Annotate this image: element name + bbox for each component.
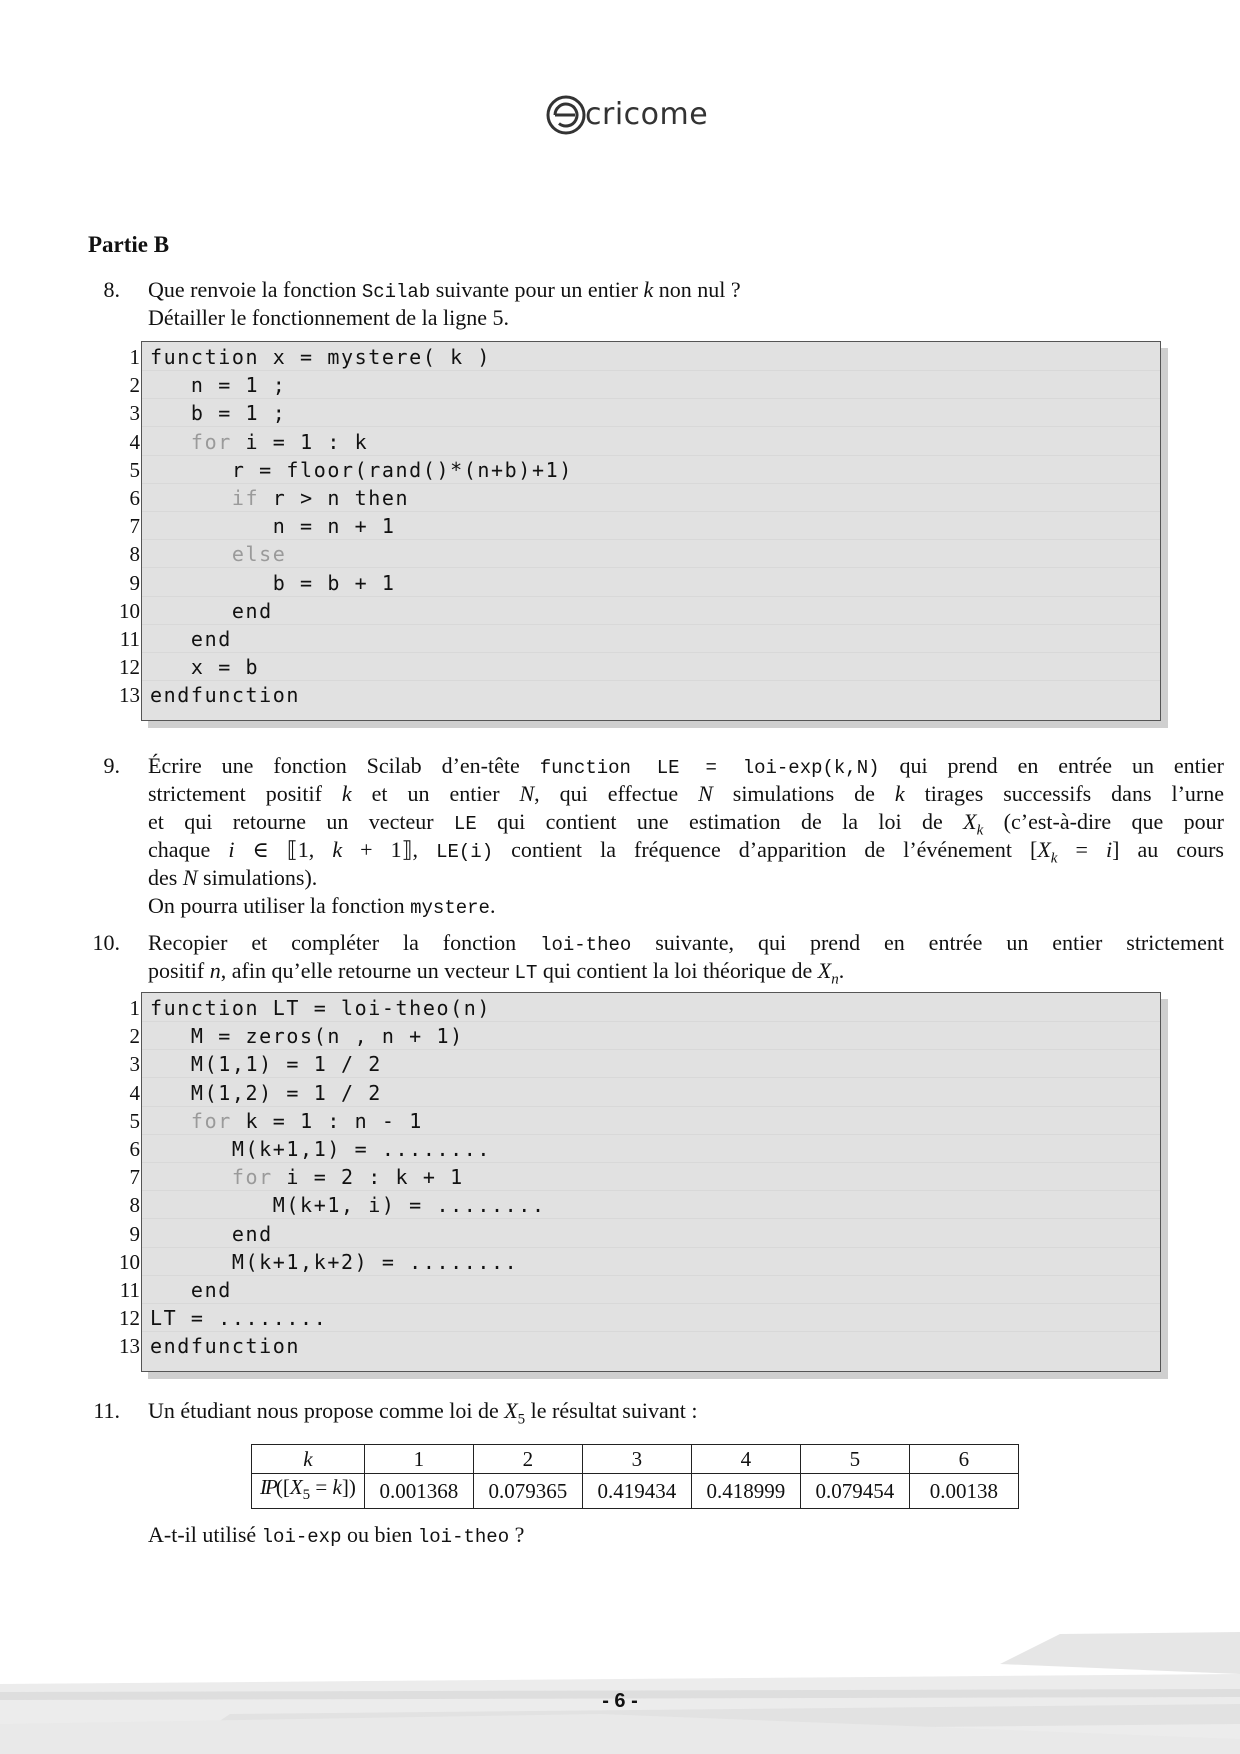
code-box: [141, 992, 1161, 1372]
table-row: [252, 1474, 1019, 1509]
line-number: 6: [129, 486, 140, 511]
code-text: b = b + 1: [150, 570, 396, 595]
code-line: [150, 653, 259, 681]
text: suivante, qui prend en entrée un entier strictement: [631, 930, 1225, 955]
text: chaque: [148, 837, 229, 862]
code-line: [150, 456, 573, 484]
math-sub: n: [831, 971, 839, 988]
text: ou bien: [341, 1522, 418, 1547]
code-text: i = 2 : k + 1: [272, 1165, 464, 1190]
code-line: [150, 1332, 300, 1360]
code-text: n = 1 ;: [150, 373, 287, 398]
code-keyword: if: [150, 486, 260, 510]
math-sub: k: [1050, 850, 1058, 867]
table-cell: 0.419434: [582, 1474, 691, 1509]
text: ]): [341, 1475, 356, 1499]
text: On pourra utiliser la fonction: [148, 893, 411, 918]
code-line: [150, 1220, 273, 1248]
page-number: - 6 -: [602, 1690, 638, 1712]
text: qui prend en entrée un entier: [879, 753, 1224, 778]
text: non nul ?: [653, 277, 741, 302]
code-text: endfunction: [150, 1334, 301, 1359]
line-number: 5: [129, 457, 140, 482]
math-var: N: [182, 865, 198, 890]
text: simulations).: [197, 865, 318, 890]
line-number: 2: [129, 373, 140, 398]
line-number: 13: [119, 683, 140, 708]
line-number: 3: [129, 401, 140, 426]
table-cell: 0.079454: [800, 1474, 909, 1509]
line-number: 5: [129, 1108, 140, 1133]
text: (c’est-à-dire que pour: [983, 809, 1224, 834]
code-line: [150, 994, 491, 1022]
code-text: r > n then: [259, 486, 410, 510]
code-line: [150, 428, 368, 456]
code-text: i = 1 : k: [231, 429, 369, 454]
code-line: [150, 1248, 518, 1276]
question-number: 8.: [103, 277, 120, 302]
text: contient la fréquence d’apparition de l’événement [: [493, 837, 1038, 862]
code-text: endfunction: [150, 683, 301, 708]
line-number: 10: [119, 598, 140, 623]
text: ∈ ⟦1,: [234, 837, 333, 862]
math-var: N: [519, 781, 535, 806]
code-block-mystere: [100, 341, 1160, 723]
stripe: [142, 398, 1160, 399]
code-line: [150, 625, 232, 653]
line-number: 8: [129, 1193, 140, 1218]
text: tirages successifs dans l’urne: [904, 781, 1224, 806]
table-cell: 0.418999: [691, 1474, 800, 1509]
line-number: 7: [129, 1165, 140, 1190]
text: suivante pour un entier: [430, 277, 644, 302]
code-text: end: [150, 627, 232, 651]
code-text: M = zeros(n , n + 1): [150, 1024, 464, 1049]
code-text: b = 1 ;: [150, 401, 287, 426]
text: =: [1057, 837, 1106, 862]
text: et un entier: [351, 781, 520, 806]
question-number: 11.: [93, 1398, 120, 1423]
distribution-table: [251, 1444, 1019, 1509]
question-number: 10.: [92, 930, 120, 955]
line-number: 1: [129, 996, 140, 1020]
code-line: [150, 1163, 464, 1191]
math-var: k: [894, 781, 905, 806]
text: positif: [148, 958, 210, 983]
math-var: k: [332, 1475, 342, 1499]
stripe: [142, 652, 1160, 653]
code-line: [150, 1135, 491, 1163]
text: des: [148, 865, 183, 890]
line-number: 4: [129, 1080, 140, 1105]
text: Un étudiant nous propose comme loi de: [148, 1398, 505, 1423]
math-sub: k: [976, 822, 984, 839]
row-label: [252, 1474, 365, 1509]
table-cell: 0.079365: [473, 1474, 582, 1509]
text: qui contient une estimation de la loi de: [476, 809, 964, 834]
code-inline: LE: [453, 813, 477, 835]
line-numbers: [100, 994, 140, 1361]
code-line: [150, 484, 409, 512]
code-text: M(k+1,k+2) = ........: [150, 1249, 519, 1274]
text: strictement positif: [148, 781, 342, 806]
question-10: [72, 929, 1225, 989]
table-header-cell: 3: [582, 1445, 691, 1474]
line-number: 4: [129, 429, 140, 454]
text: ?: [509, 1522, 525, 1547]
code-inline: mystere: [410, 897, 490, 919]
text: Recopier et compléter la fonction: [148, 930, 541, 955]
question-number: 9.: [103, 753, 120, 778]
code-text: x = b: [150, 655, 260, 680]
code-line: [150, 569, 396, 597]
line-number: 3: [129, 1052, 140, 1077]
text: =: [310, 1475, 333, 1499]
ecricome-logo: [545, 88, 708, 140]
code-line: [150, 371, 286, 399]
code-text: M(1,2) = 1 / 2: [150, 1080, 382, 1105]
question-11-ask: [148, 1521, 1048, 1551]
table-cell: 0.00138: [909, 1474, 1018, 1509]
code-inline: LT: [514, 962, 538, 984]
code-line: [150, 1050, 382, 1078]
question-9: [72, 752, 1224, 922]
text: ([: [275, 1475, 290, 1499]
math-var: i: [1105, 837, 1113, 862]
text: + 1⟧,: [342, 837, 437, 862]
table-header-cell: 1: [364, 1445, 473, 1474]
math-sub: 5: [517, 1411, 526, 1428]
text: .: [489, 893, 496, 918]
code-text: M(k+1, i) = ........: [150, 1193, 546, 1218]
line-number: 12: [119, 655, 140, 680]
text: , qui effectue: [534, 781, 699, 806]
prob-symbol: IP: [260, 1475, 276, 1499]
code-line: [150, 512, 396, 540]
code-inline: loi-theo: [417, 1526, 510, 1548]
math-sub: 5: [302, 1487, 311, 1504]
math-var: k: [332, 837, 343, 862]
code-text: end: [150, 1221, 273, 1246]
code-text: r = floor(rand()*(n+b)+1): [150, 457, 573, 482]
code-keyword: for: [150, 429, 232, 454]
footer-decoration: [0, 1564, 1240, 1754]
math-var: X: [963, 809, 977, 834]
text: A-t-il utilisé: [148, 1522, 262, 1547]
line-number: 9: [129, 1221, 140, 1246]
text: simulations de: [712, 781, 895, 806]
code-line: [150, 1022, 464, 1050]
math-var: X: [504, 1398, 518, 1423]
text: qui contient la loi théorique de: [537, 958, 818, 983]
code-text: function LT = loi-theo(n): [150, 996, 492, 1020]
code-line: [150, 1107, 423, 1135]
table-header-cell: 5: [800, 1445, 909, 1474]
code-text: LT = ........: [150, 1306, 328, 1331]
code-text: n = n + 1: [150, 514, 396, 539]
line-number: 2: [129, 1024, 140, 1049]
code-line: [150, 1079, 382, 1107]
line-number: 13: [119, 1334, 140, 1359]
code-line: [150, 399, 286, 427]
code-line: [150, 597, 273, 625]
question-11: [72, 1397, 1172, 1427]
text: Écrire une fonction Scilab d’en-tête: [148, 753, 540, 778]
code-text: k = 1 : n - 1: [231, 1108, 423, 1133]
code-line: [150, 1191, 546, 1219]
code-inline: loi-exp: [261, 1526, 342, 1548]
text: ] au cours: [1112, 837, 1224, 862]
code-inline: function LE = loi-exp(k,N): [539, 757, 880, 779]
logo-text: cricome: [585, 96, 709, 132]
line-numbers: [100, 343, 140, 710]
code-text: end: [150, 1278, 232, 1302]
text: et qui retourne un vecteur: [148, 809, 454, 834]
table-header-cell: k: [252, 1445, 365, 1474]
math-var: X: [289, 1475, 303, 1499]
table-header-cell: 2: [473, 1445, 582, 1474]
code-line: [150, 1276, 232, 1304]
math-var: n: [209, 958, 221, 983]
text: le résultat suivant :: [525, 1398, 698, 1423]
footer-waves: [0, 1564, 1240, 1754]
text: Que renvoie la fonction: [148, 277, 362, 302]
math-var: i: [228, 837, 235, 862]
table-header-row: [252, 1445, 1019, 1474]
code-block-loi-theo: [100, 992, 1160, 1374]
code-text: function x = mystere( k ): [150, 345, 492, 369]
line-number: 6: [129, 1137, 140, 1162]
line-number: 7: [129, 514, 140, 539]
line-number: 12: [119, 1306, 140, 1331]
line-number: 9: [129, 570, 140, 595]
code-line: [150, 681, 300, 709]
code-text: end: [150, 598, 273, 623]
code-text: M(1,1) = 1 / 2: [150, 1052, 382, 1077]
text: .: [838, 958, 845, 983]
code-keyword: for: [150, 1165, 273, 1190]
math-var: X: [817, 958, 832, 983]
line-number: 11: [119, 627, 140, 652]
code-inline: Scilab: [361, 281, 431, 303]
code-text: M(k+1,1) = ........: [150, 1137, 492, 1161]
math-var: X: [1037, 837, 1051, 862]
math-var: N: [698, 781, 713, 806]
code-box: [141, 341, 1161, 721]
code-inline: loi-theo: [540, 934, 632, 956]
line-number: 11: [119, 1278, 140, 1303]
code-line: [150, 343, 491, 371]
table-cell: 0.001368: [364, 1474, 473, 1509]
ecricome-logo-icon: [545, 90, 587, 138]
line-number: 8: [129, 542, 140, 567]
text: Détailler le fonctionnement de la ligne 5.: [148, 305, 510, 330]
table-header-cell: 4: [691, 1445, 800, 1474]
question-8: [72, 276, 1172, 336]
math-var: k: [341, 781, 352, 806]
code-keyword: for: [150, 1108, 232, 1133]
code-line: [150, 1304, 327, 1332]
text: , afin qu’elle retourne un vecteur: [220, 958, 515, 983]
code-inline: LE(i): [436, 841, 494, 863]
math-var: k: [643, 277, 654, 302]
line-number: 10: [119, 1249, 140, 1274]
table-header-cell: 6: [909, 1445, 1018, 1474]
section-title: Partie B: [88, 232, 170, 257]
line-number: 1: [129, 345, 140, 369]
code-line: [150, 540, 286, 568]
stripe: [142, 624, 1160, 625]
code-keyword: else: [150, 542, 287, 567]
